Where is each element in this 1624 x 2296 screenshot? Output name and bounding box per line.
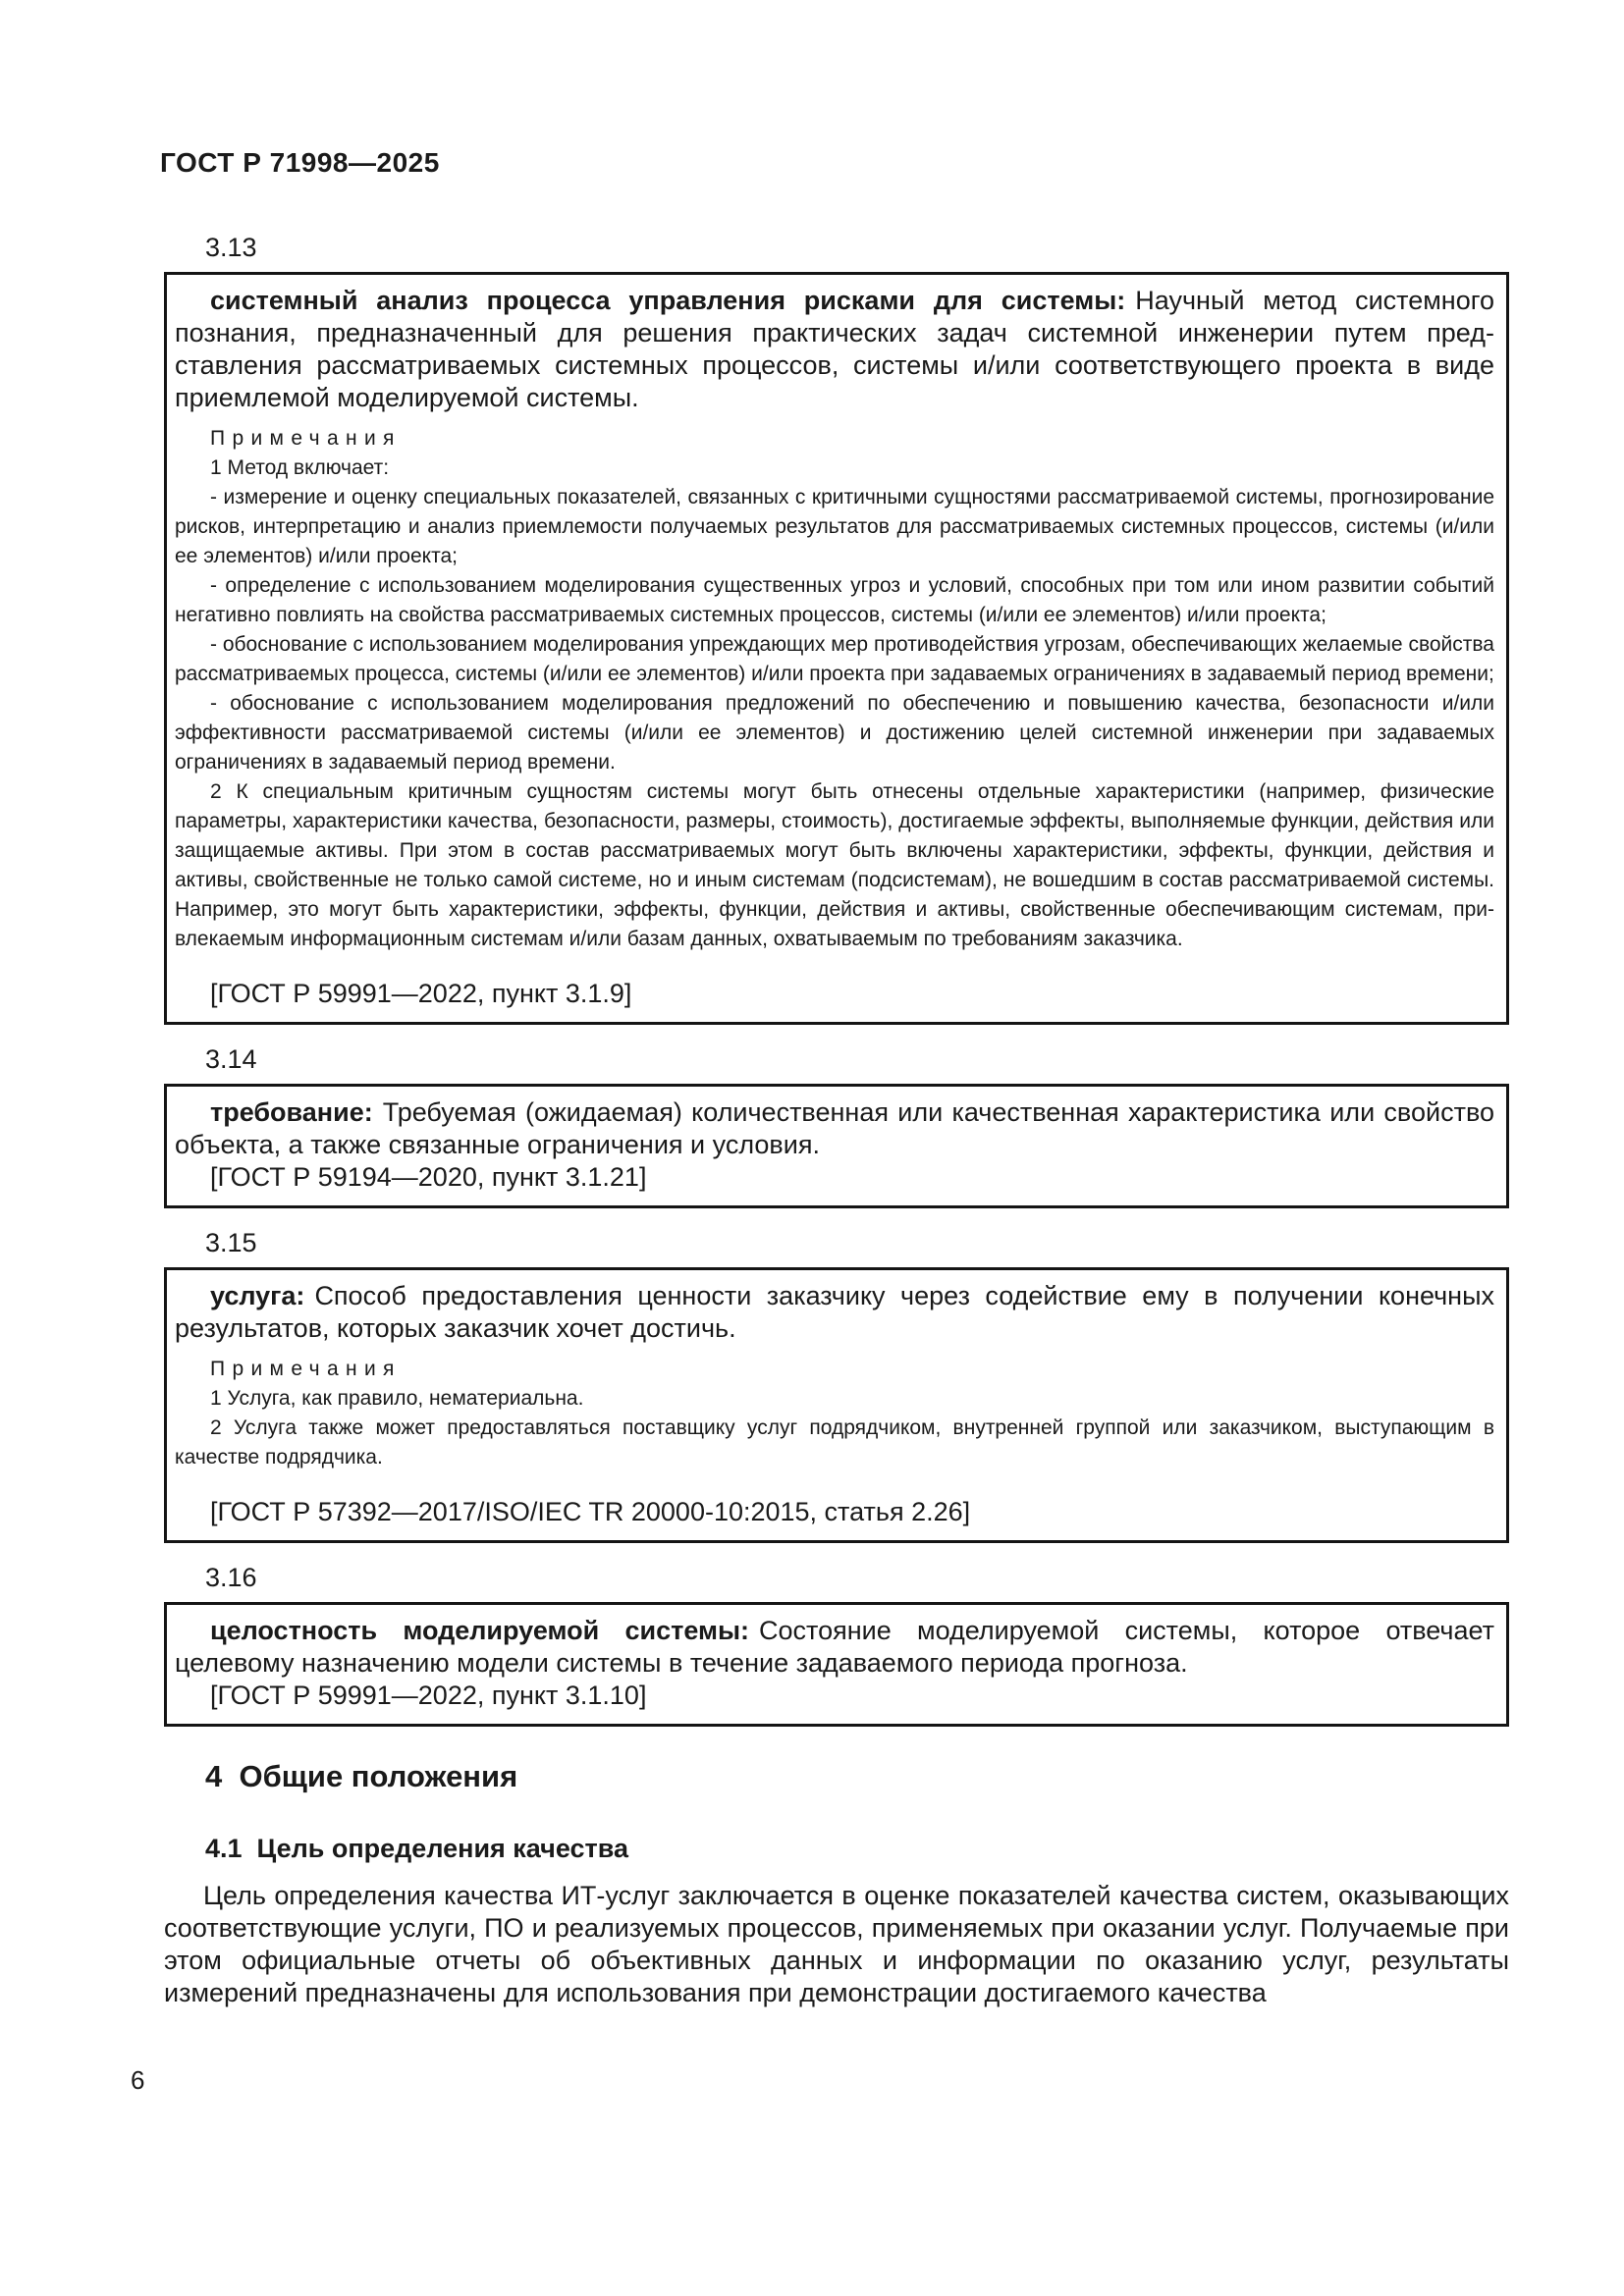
term-name: услуга: (210, 1281, 305, 1310)
term-name: целостность моделируемой системы: (210, 1616, 750, 1645)
notes-title: Примечания (210, 427, 402, 450)
note-text: 2 К специальным критичным сущностям системы могут быть отнесены отдельные характеристики (например, физические параметры, характеристики качества, безопасности, размеры, стоимость), достигаемые эффекты, выполняемые функции, действия или защищаемые активы. При этом в состав рассматриваемых могут быть включены характеристики, эффекты, функции, действия и активы, свойственные не только самой системе, но и иным системам (подсистемам), не вошедшим в состав рассматриваемой системы. Например, это могут быть характеристики, эффекты, функции, действия и активы, свойственные обеспечивающим системам, привлекаемым информационным системам и/или базам данных, охватываемым по требованиям заказчика. (175, 780, 1494, 950)
term-label-3-15: 3.15 (205, 1228, 257, 1257)
note-item: - обоснование с использованием моделирования упреждающих мер противодействия угрозам, обеспечивающих желаемые свойства рассматриваемых процесса, системы (и/или ее элементов) и/или проекта при задаваемых ограничениях в задаваемый период времени; (175, 633, 1494, 685)
note-item: 1 Услуга, как правило, нематериальна. (210, 1387, 584, 1410)
term-label-3-16: 3.16 (205, 1563, 257, 1592)
source-ref: [ГОСТ Р 59991—2022, пункт 3.1.9] (210, 979, 632, 1008)
note-item: 2 Услуга также может предоставляться поставщику услуг подрядчиком, внутренней группой или заказчиком, выступающим в качестве подрядчика. (175, 1416, 1494, 1468)
note-item: - измерение и оценку специальных показателей, связанных с критичными сущностями рассматриваемой системы, прогнозирование рисков, интерпретацию и анализ приемлемости получаемых результатов для рассматриваемых системных процессов, системы (и/или ее элементов) и/или проекта; (175, 486, 1494, 567)
page-content (160, 0, 1509, 2009)
notes-title: Примечания (210, 1358, 402, 1380)
notes-block (175, 1355, 1494, 1472)
term-name: системный анализ процесса управления рисками для системы: (210, 286, 1126, 315)
source-ref: [ГОСТ Р 59194—2020, пункт 3.1.21] (210, 1162, 647, 1192)
source-ref: [ГОСТ Р 57392—2017/ISO/IEC TR 20000-10:2015, статья 2.26] (210, 1497, 971, 1526)
section-heading-4: 4 Общие положения (205, 1759, 518, 1793)
term-definition-text: Способ предоставления ценности заказчику через содействие ему в получении конечных результатов, которых заказчик хочет достичь. (175, 1281, 1494, 1343)
note-item: - обоснование с использованием моделирования предложений по обеспечению и повышению качества, безопасности и/или эффективности рассматриваемой системы (и/или ее элементов) и достижению целей системной инженерии при задаваемых ограничениях в задаваемый период времени. (175, 692, 1494, 774)
term-box-3-15 (164, 1267, 1509, 1543)
note-intro: 1 Метод включает: (210, 456, 390, 479)
term-label-3-13: 3.13 (205, 233, 257, 262)
term-definition (175, 1096, 1494, 1161)
term-box-3-14 (164, 1084, 1509, 1208)
source-ref: [ГОСТ Р 59991—2022, пункт 3.1.10] (210, 1681, 647, 1710)
term-definition-text: Требуемая (ожидаемая) количественная или качественная характеристика или свойство объекта, а также связанные ограничения и условия. (175, 1097, 1494, 1159)
term-definition-text: Состояние моделируемой системы, которое отвечает целевому назначению модели системы в течение задаваемого периода прогноза. (175, 1616, 1494, 1678)
notes-block (175, 424, 1494, 954)
term-definition (175, 1280, 1494, 1345)
page-number: 6 (131, 2065, 145, 2095)
term-box-3-13 (164, 272, 1509, 1025)
term-definition-text: Научный метод системного познания, предназначенный для решения практических задач системной инженерии путем представления рассматриваемых системных процессов, системы и/или соответствующего проекта в виде приемлемой моделируемой системы. (175, 286, 1494, 412)
term-label-3-14: 3.14 (205, 1044, 257, 1074)
body-paragraph: Цель определения качества ИТ-услуг заключается в оценке показателей качества систем, оказывающих соответствующие услуги, ПО и реализуемых процессов, применяемых при оказании услуг. Получаемые при этом официальные отчеты об объективных данных и информации по оказанию услуг, результаты измерений предназначены для использования при демонстрации достигаемого качества (164, 1881, 1509, 2007)
doc-code-header: ГОСТ Р 71998—2025 (160, 147, 440, 178)
term-name: требование: (210, 1097, 373, 1127)
term-definition (175, 285, 1494, 414)
term-definition (175, 1615, 1494, 1680)
note-item: - определение с использованием моделирования существенных угроз и условий, способных при том или ином развитии событий негативно повлиять на свойства рассматриваемых системных процессов, системы (и/или ее элементов) и/или проекта; (175, 574, 1494, 626)
term-box-3-16 (164, 1602, 1509, 1727)
subsection-heading-4-1: 4.1 Цель определения качества (205, 1834, 628, 1863)
